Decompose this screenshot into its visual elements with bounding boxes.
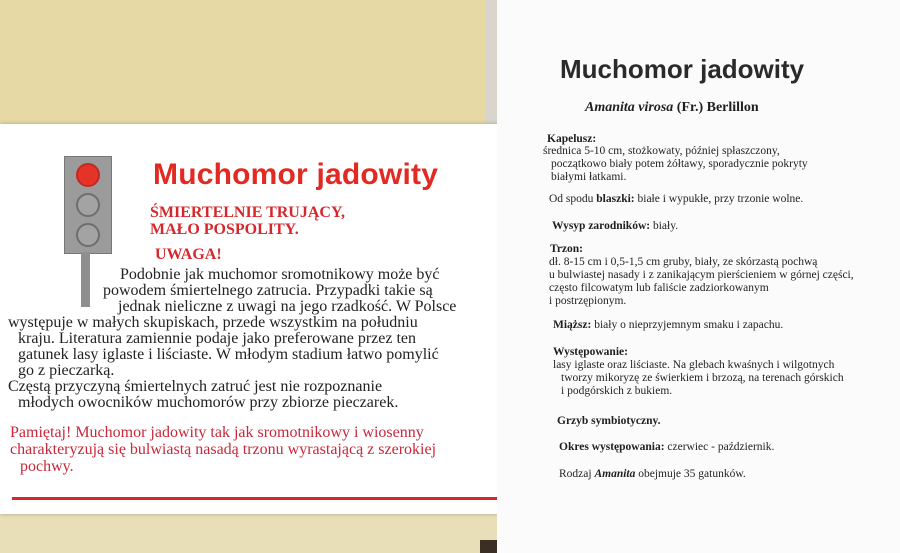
red-lamp xyxy=(76,163,100,187)
warning-body xyxy=(8,267,508,411)
period-text: czerwiec - październik. xyxy=(667,441,775,453)
green-lamp xyxy=(76,223,100,247)
body-line: gatunek lasy iglaste i liściaste. W młodym stadium łatwo pomylić xyxy=(18,347,439,363)
flesh-row xyxy=(553,319,783,332)
cap-line: średnica 5-10 cm, stożkowaty, później spłaszczony, xyxy=(543,145,780,157)
latin-name: Amanita virosa xyxy=(585,100,674,115)
genus-row xyxy=(559,468,746,481)
cap-description xyxy=(543,145,808,184)
sheet-title: Muchomor jadowity xyxy=(560,54,805,84)
occurrence-label: Występowanie: xyxy=(553,346,628,358)
cap-line: początkowo biały potem żółtawy, sporadycznie pokryty xyxy=(551,158,808,170)
amber-lamp xyxy=(76,193,100,217)
warning-line-1: ŚMIERTELNIE TRUJĄCY, xyxy=(150,204,346,221)
genus-name: Amanita xyxy=(594,468,636,480)
body-line: jednak nieliczne z uwagi na jego rzadkość. W Polsce xyxy=(118,299,457,315)
cap-label: Kapelusz: xyxy=(547,133,597,145)
stem-line: często filcowatym lub faliście zadziorkowanym xyxy=(549,282,769,294)
body-line: go z pieczarką. xyxy=(18,363,115,379)
attention-label: UWAGA! xyxy=(155,246,222,263)
body-line: młodych owocników muchomorów przy zbiorze pieczarek. xyxy=(18,395,399,411)
card-title: Muchomor jadowity xyxy=(153,158,439,191)
red-divider xyxy=(12,497,508,500)
gills-row xyxy=(549,193,803,206)
body-line: kraju. Literatura zamiennie podaje jako preferowane przez ten xyxy=(18,331,417,347)
warning-line-2: MAŁO POSPOLITY. xyxy=(150,221,299,238)
stem-line: dł. 8-15 cm i 0,5-1,5 cm gruby, biały, ze skórzastą pochwą xyxy=(549,256,818,268)
body-line: Częstą przyczyną śmiertelnych zatruć jest nie rozpoznanie xyxy=(8,379,383,395)
note-line: Pamiętaj! Muchomor jadowity tak jak sromotnikowy i wiosenny xyxy=(10,424,424,441)
stem-label: Trzon: xyxy=(550,243,584,255)
note-line: charakteryzują się bulwiastą nasadą trzonu wyrastającą z szerokiej xyxy=(10,441,437,458)
spores-label: Wysyp zarodników: xyxy=(552,220,651,232)
gills-text: białe i wypukłe, przy trzonie wolne. xyxy=(637,193,804,205)
spores-row xyxy=(552,220,678,233)
note-line: pochwy. xyxy=(20,458,74,475)
stem-line: u bulwiastej nasady i z zanikającym pierścieniem w górnej części, xyxy=(549,269,854,281)
period-label: Okres występowania: xyxy=(559,441,665,453)
body-line: Podobnie jak muchomor sromotnikowy może być xyxy=(120,267,440,283)
flesh-text: biały o nieprzyjemnym smaku i zapachu. xyxy=(594,319,784,331)
occurrence-line: tworzy mikoryzę ze świerkiem i brzozą, na terenach górskich xyxy=(561,372,844,384)
spores-text: biały. xyxy=(652,220,679,232)
traffic-light-icon xyxy=(64,156,112,254)
warning-card xyxy=(0,124,520,514)
info-sheet xyxy=(497,0,900,553)
occurrence-description xyxy=(553,359,844,398)
gills-prefix: Od spodu xyxy=(549,193,594,205)
period-row xyxy=(559,441,774,454)
body-line: powodem śmiertelnego zatrucia. Przypadki takie są xyxy=(103,283,433,299)
symbiotic-label: Grzyb symbiotyczny. xyxy=(557,415,661,427)
stem-line: i postrzępionym. xyxy=(549,295,627,307)
body-line: występuje w małych skupiskach, przede wszystkim na południu xyxy=(8,315,418,331)
species-name xyxy=(585,100,759,116)
stem-description xyxy=(549,256,854,308)
reminder-note xyxy=(10,424,510,475)
author-name: (Fr.) Berlillon xyxy=(676,100,759,115)
genus-text: obejmuje 35 gatunków. xyxy=(638,468,746,480)
occurrence-line: i podgórskich z bukiem. xyxy=(561,385,673,397)
cap-line: białymi łatkami. xyxy=(551,171,627,183)
occurrence-line: lasy iglaste oraz liściaste. Na glebach kwaśnych i wilgotnych xyxy=(553,359,835,371)
gills-label: blaszki: xyxy=(596,193,635,205)
genus-prefix: Rodzaj xyxy=(559,468,592,480)
flesh-label: Miąższ: xyxy=(553,319,592,331)
